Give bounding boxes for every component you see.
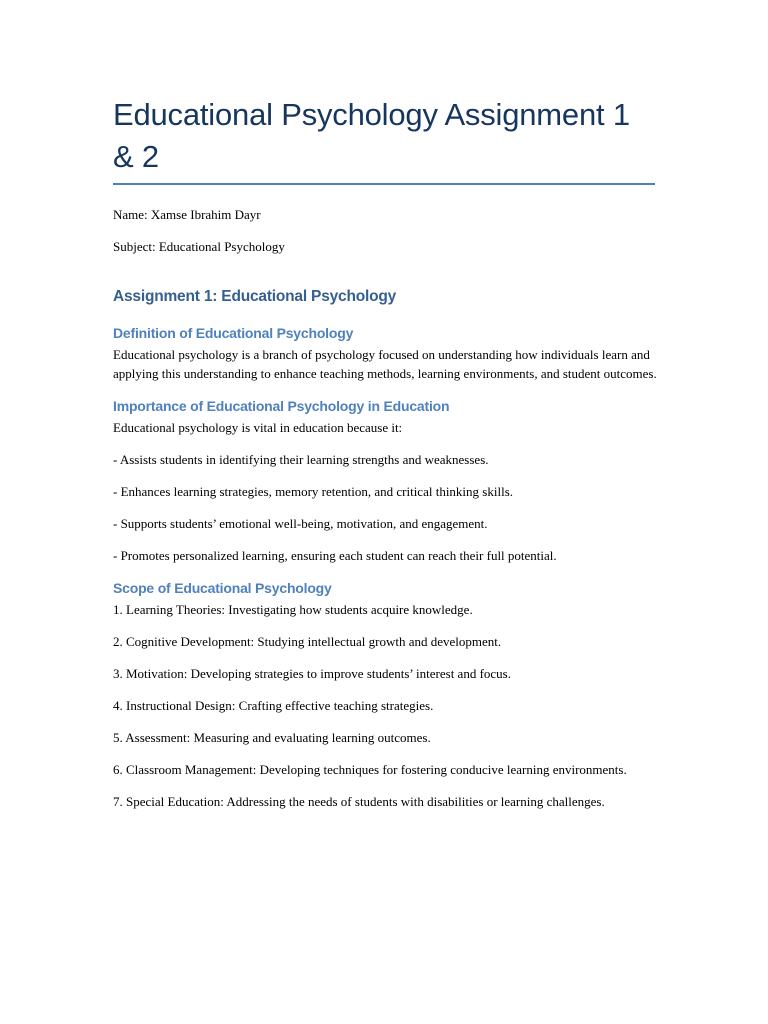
importance-heading: Importance of Educational Psychology in Education [113, 398, 450, 414]
list-item: 5. Assessment: Measuring and evaluating learning outcomes. [113, 730, 431, 745]
list-item: 6. Classroom Management: Developing techniques for fostering conducive learning environments. [113, 762, 627, 777]
list-item: 4. Instructional Design: Crafting effective teaching strategies. [113, 698, 434, 713]
list-item: - Promotes personalized learning, ensuring each student can reach their full potential. [113, 548, 557, 563]
list-item: - Enhances learning strategies, memory retention, and critical thinking skills. [113, 484, 513, 499]
list-item: - Assists students in identifying their learning strengths and weaknesses. [113, 452, 489, 467]
list-item: 7. Special Education: Addressing the needs of students with disabilities or learning challenges. [113, 794, 605, 809]
importance-list [113, 450, 658, 565]
definition-heading: Definition of Educational Psychology [113, 325, 354, 341]
document-title: Educational Psychology Assignment 1 & 2 [113, 97, 630, 174]
importance-intro: Educational psychology is vital in education because it: [113, 420, 403, 435]
author-name: Name: Xamse Ibrahim Dayr [113, 207, 261, 222]
definition-paragraph: Educational psychology is a branch of psychology focused on understanding how individuals learn and applying this understanding to enhance teaching methods, learning environments, and student outcomes. [113, 347, 657, 381]
scope-heading: Scope of Educational Psychology [113, 580, 332, 596]
subject-line: Subject: Educational Psychology [113, 239, 285, 254]
list-item: 1. Learning Theories: Investigating how students acquire knowledge. [113, 602, 473, 617]
list-item: 2. Cognitive Development: Studying intellectual growth and development. [113, 634, 502, 649]
list-item: - Supports students’ emotional well-being, motivation, and engagement. [113, 516, 488, 531]
list-item: 3. Motivation: Developing strategies to improve students’ interest and focus. [113, 666, 511, 681]
title-divider [113, 183, 655, 185]
scope-list [113, 600, 658, 811]
document-page [113, 94, 658, 811]
assignment-heading: Assignment 1: Educational Psychology [113, 288, 397, 305]
